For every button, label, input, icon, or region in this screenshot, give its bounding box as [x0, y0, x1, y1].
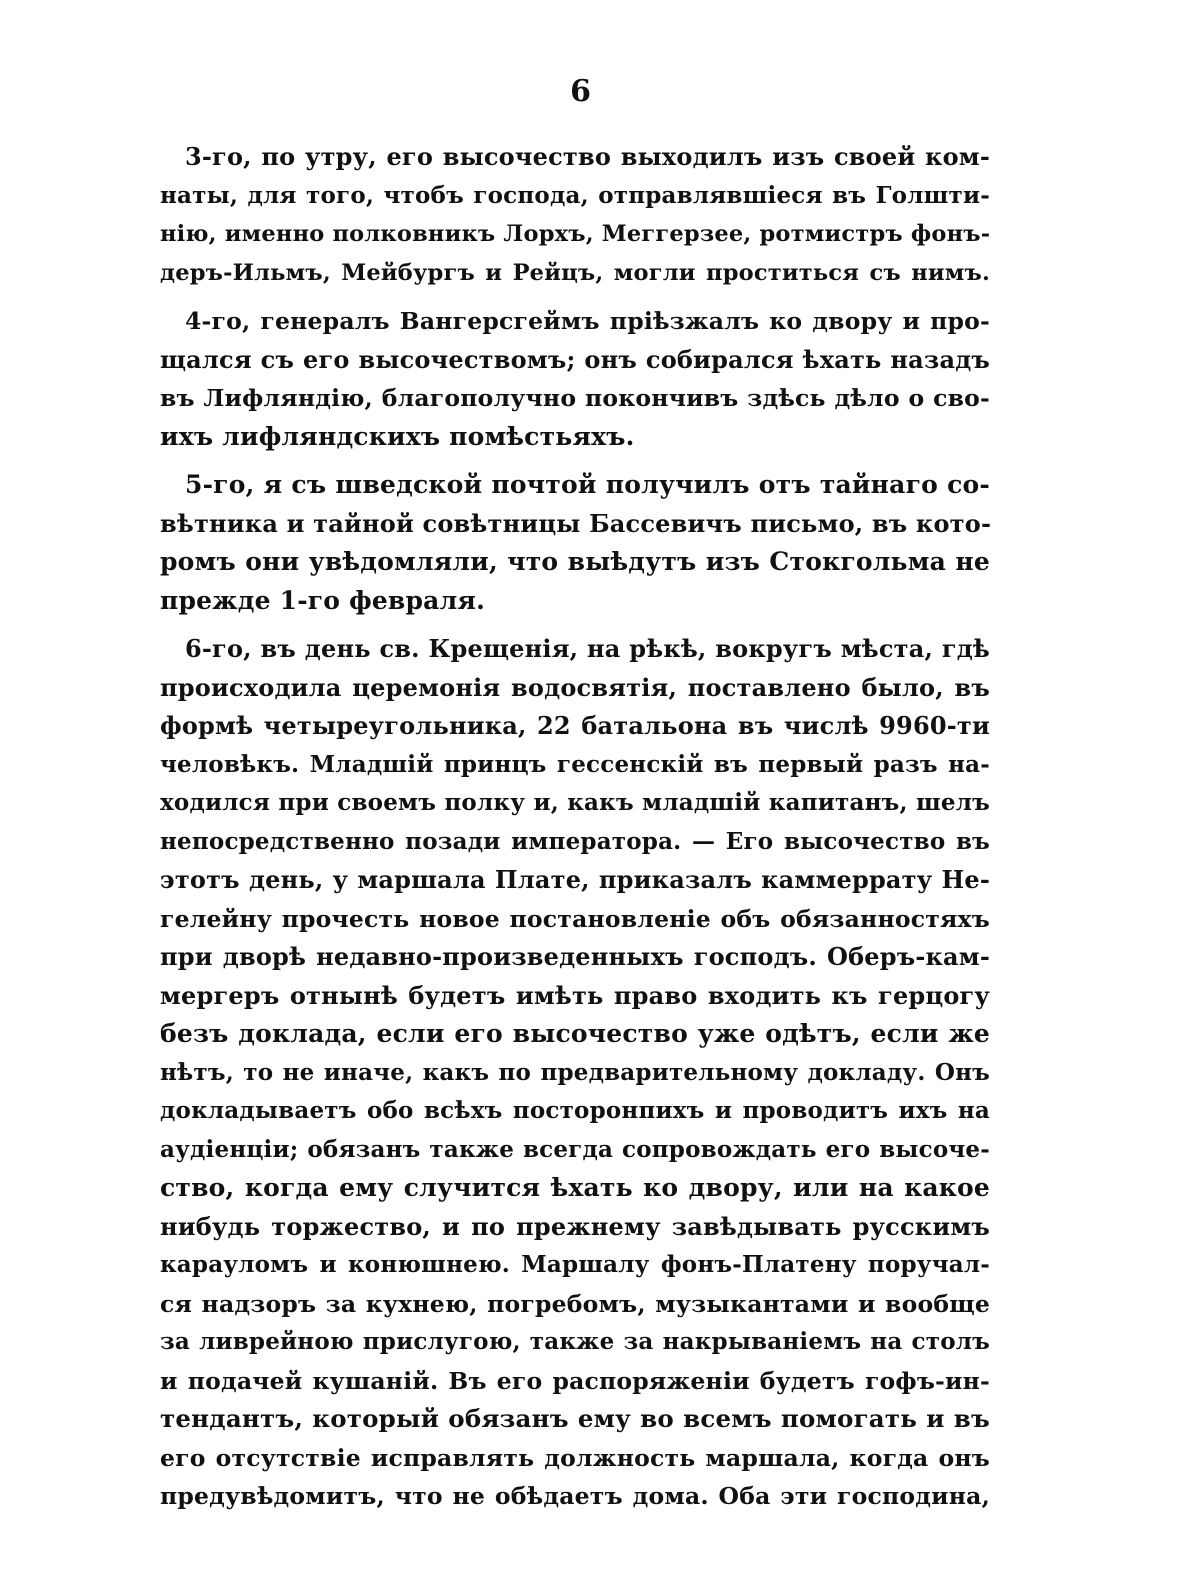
text-line: и подачей кушаній. Въ его распоряженіи будетъ гофъ-ин-	[160, 1366, 990, 1395]
text-line: щался съ его высочествомъ; онъ собирался ѣхать назадъ	[160, 344, 990, 374]
text-line: тендантъ, который обязанъ ему во всемъ помогать и въ	[160, 1404, 990, 1433]
text-line: за ливрейною прислугою, также за накрываніемъ на столъ	[160, 1328, 990, 1355]
text-line: аудіенціи; обязанъ также всегда сопровождать его высоче-	[160, 1135, 990, 1163]
text-line: нію, именно полковникъ Лорхъ, Меггерзее, ротмистръ фонъ-	[160, 221, 991, 247]
text-line: ихъ лифляндскихъ помѣстьяхъ.	[160, 421, 635, 451]
text-line: нѣтъ, то не иначе, какъ по предварительному докладу. Онъ	[160, 1058, 990, 1086]
text-line: вѣтника и тайной совѣтницы Бассевичъ письмо, въ кото-	[160, 508, 992, 538]
text-line: безъ доклада, если его высочество уже одѣтъ, если же	[160, 1019, 990, 1048]
text-line: человѣкъ. Младшій принцъ гессенскій въ первый разъ на-	[160, 750, 990, 778]
body-text	[160, 138, 990, 1516]
paragraph-1	[160, 138, 990, 292]
text-line: ство, когда ему случится ѣхать ко двору, или на какое	[160, 1173, 990, 1202]
paragraph-4	[160, 630, 990, 1516]
text-line: происходила церемонія водосвятія, поставлено было, въ	[160, 672, 990, 702]
text-line: ромъ они увѣдомляли, что выѣдутъ изъ Стокгольма не	[160, 547, 990, 576]
text-line: деръ-Ильмъ, Мейбургъ и Рейцъ, могли проститься съ нимъ.	[160, 259, 990, 286]
text-line: прежде 1-го февраля.	[160, 585, 485, 615]
text-line: докладываетъ обо всѣхъ посторонпихъ и проводитъ ихъ на	[160, 1097, 990, 1124]
text-line: непосредственно позади императора. — Его высочество въ	[160, 827, 990, 855]
text-line: предувѣдомитъ, что не обѣдаетъ дома. Оба эти господина,	[160, 1482, 990, 1510]
text-line: 4-го, генералъ Вангерсгеймъ пріѣзжалъ ко двору и про-	[185, 307, 990, 335]
page-number: 6	[570, 74, 591, 109]
text-line: его отсутствіе исправлять должность маршала, когда онъ	[160, 1443, 990, 1472]
text-line: 6-го, въ день св. Крещенія, на рѣкѣ, вокругъ мѣста, гдѣ	[185, 634, 990, 663]
text-line: гелейну прочесть новое постановленіе объ обязанностяхъ	[160, 904, 990, 933]
paragraph-2	[160, 302, 990, 456]
text-line: формѣ четыреугольника, 22 батальона въ числѣ 9960-ти	[160, 711, 990, 740]
text-line: ся надзоръ за кухнею, погребомъ, музыкантами и вообще	[160, 1289, 990, 1318]
text-line: наты, для того, чтобъ господа, отправлявшіеся въ Голшти-	[160, 181, 990, 209]
text-line: карауломъ и конюшнею. Маршалу фонъ-Платену поручал-	[160, 1251, 990, 1278]
text-line: въ Лифляндію, благополучно покончивъ здѣсь дѣло о сво-	[160, 384, 990, 412]
text-line: нибудь торжество, и по прежнему завѣдывать русскимъ	[160, 1211, 990, 1241]
text-line: 5-го, я съ шведской почтой получилъ отъ тайнаго со-	[185, 470, 990, 499]
text-line: при дворѣ недавно-произведенныхъ господъ. Оберъ-кам-	[160, 942, 990, 971]
text-line: 3-го, по утру, его высочество выходилъ изъ своей ком-	[185, 142, 990, 171]
text-line: мергеръ отнынѣ будетъ имѣть право входить къ герцогу	[160, 980, 990, 1010]
paragraph-3	[160, 466, 990, 620]
text-line: ходился при своемъ полку и, какъ младшій капитанъ, шелъ	[160, 789, 990, 816]
text-line: этотъ день, у маршала Плате, приказалъ каммеррату Не-	[160, 865, 990, 894]
